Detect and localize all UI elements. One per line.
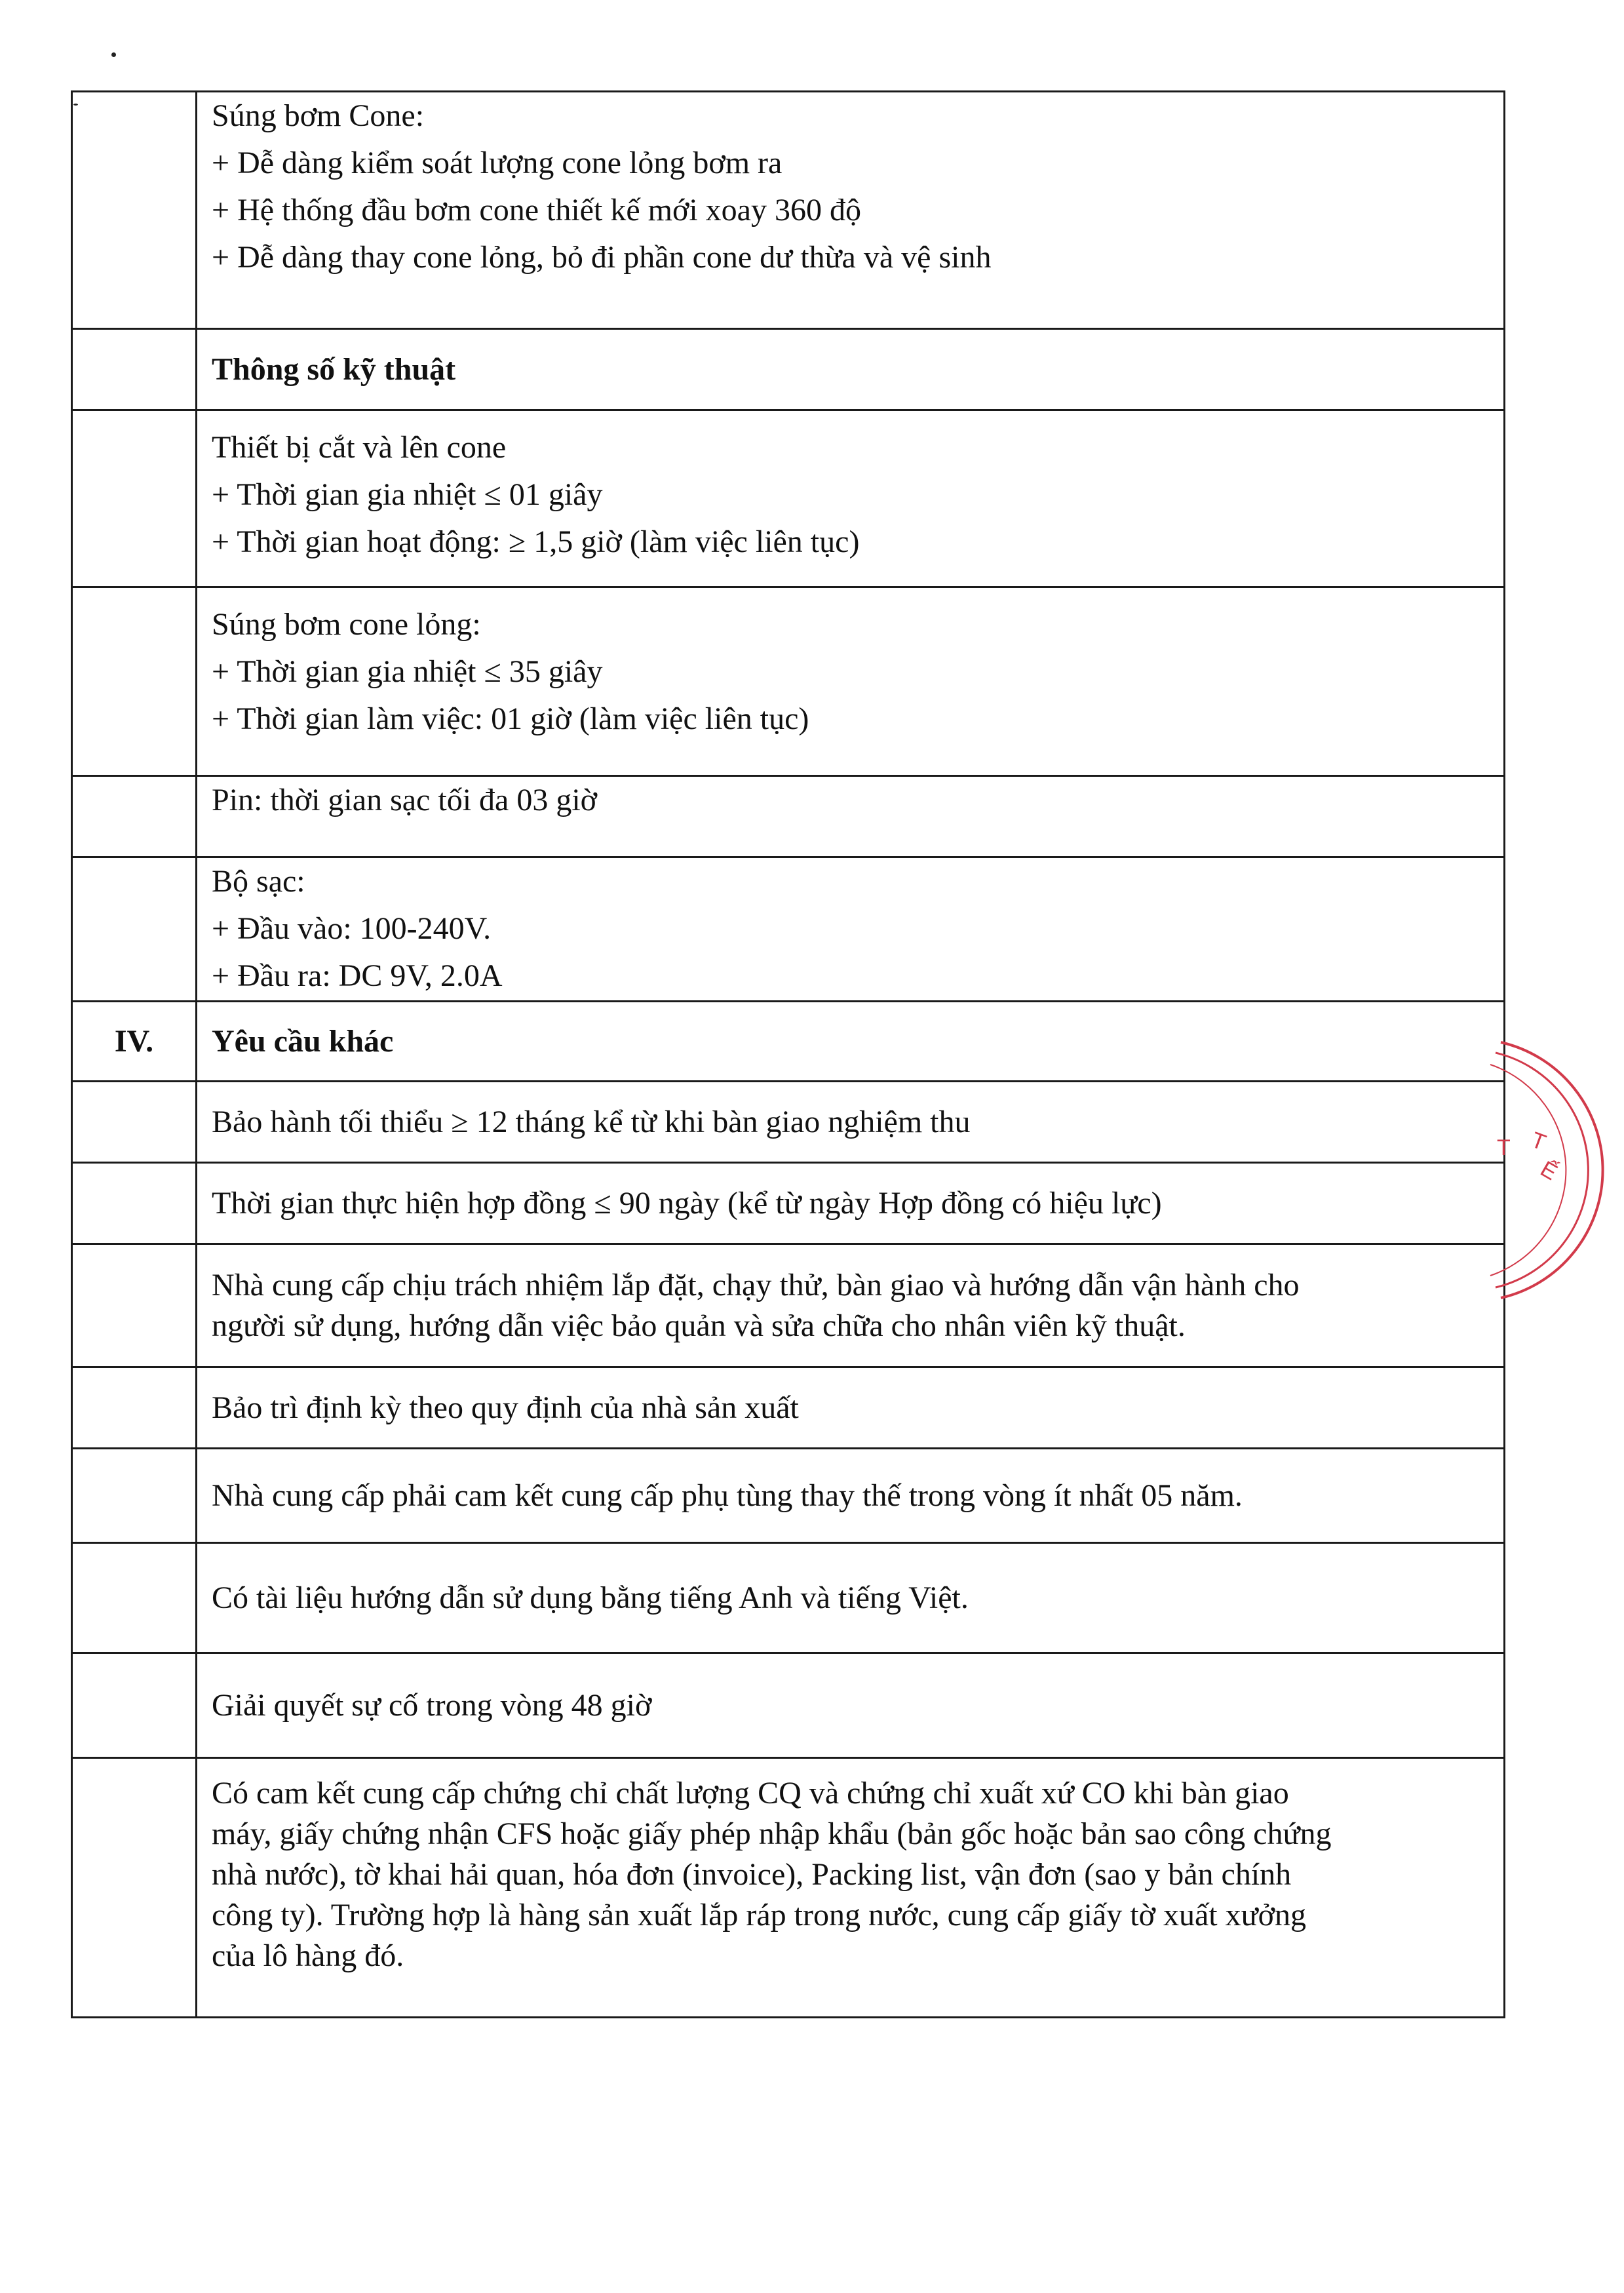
seal-fragment-text: T [1497,1135,1511,1160]
seal-fragment-text: T [1528,1127,1549,1156]
seal-fragment-text: Ế [1536,1156,1562,1186]
content-line: + Thời gian hoạt động: ≥ 1,5 giờ (làm việc liên tục) [212,524,860,559]
content-line: nhà nước), tờ khai hải quan, hóa đơn (invoice), Packing list, vận đơn (sao y bản chính [212,1857,1292,1892]
row-content [197,1163,1505,1244]
content-line: Súng bơm cone lỏng: [212,607,481,642]
row-number [72,1653,197,1758]
scan-speck [111,52,116,57]
content-line: Pin: thời gian sạc tối đa 03 giờ [212,783,598,817]
row-content [197,92,1505,329]
table-row [72,1449,1505,1543]
content-line: Có cam kết cung cấp chứng chỉ chất lượng CQ và chứng chỉ xuất xứ CO khi bàn giao [212,1776,1289,1811]
heading-text: Yêu cầu khác [212,1023,394,1059]
table-row [72,857,1505,1002]
content-line: của lô hàng đó. [212,1938,404,1973]
table-row [72,776,1505,857]
row-number [72,1543,197,1653]
row-number [72,776,197,857]
table-row [72,587,1505,776]
row-content [197,1449,1505,1543]
table-row [72,1367,1505,1449]
content-line: + Dễ dàng kiểm soát lượng cone lỏng bơm ra [212,146,783,180]
table-row [72,1082,1505,1163]
row-number [72,1367,197,1449]
section-heading [197,329,1505,410]
row-content [197,1653,1505,1758]
row-content [197,1543,1505,1653]
table-row [72,410,1505,587]
row-content [197,857,1505,1002]
content-line: Súng bơm Cone: [212,98,425,133]
content-line: + Thời gian gia nhiệt ≤ 35 giây [212,654,603,689]
section-number: IV. [72,1002,197,1082]
content-line: + Thời gian làm việc: 01 giờ (làm việc liên tục) [212,701,809,736]
content-line: Có tài liệu hướng dẫn sử dụng bằng tiếng Anh và tiếng Việt. [212,1580,969,1615]
content-line: + Đầu ra: DC 9V, 2.0A [212,958,503,993]
row-content [197,776,1505,857]
heading-text: Thông số kỹ thuật [212,351,456,387]
row-number [72,1082,197,1163]
content-line: + Thời gian gia nhiệt ≤ 01 giây [212,477,603,512]
row-number [72,857,197,1002]
table-row [72,1653,1505,1758]
row-number [72,92,197,329]
row-content [197,1758,1505,2018]
row-number [72,329,197,410]
section-heading [197,1002,1505,1082]
row-number [72,1163,197,1244]
content-line: máy, giấy chứng nhận CFS hoặc giấy phép nhập khẩu (bản gốc hoặc bản sao công chứng [212,1816,1332,1851]
content-line: Bảo trì định kỳ theo quy định của nhà sản xuất [212,1390,799,1425]
table-row [72,1002,1505,1082]
table-row [72,1758,1505,2018]
table-row [72,1163,1505,1244]
table-row [72,329,1505,410]
table-row [72,92,1505,329]
row-content [197,587,1505,776]
row-number [72,587,197,776]
table-row [72,1244,1505,1367]
content-line: Bảo hành tối thiểu ≥ 12 tháng kể từ khi bàn giao nghiệm thu [212,1104,971,1139]
content-line: công ty). Trường hợp là hàng sản xuất lắp ráp trong nước, cung cấp giấy tờ xuất xưởng [212,1898,1306,1932]
red-seal-stamp [1481,1036,1624,1304]
content-line: Nhà cung cấp phải cam kết cung cấp phụ tùng thay thế trong vòng ít nhất 05 năm. [212,1478,1243,1513]
table-row [72,1543,1505,1653]
content-line: người sử dụng, hướng dẫn việc bảo quản và sửa chữa cho nhân viên kỹ thuật. [212,1308,1186,1343]
content-line: + Hệ thống đầu bơm cone thiết kế mới xoay 360 độ [212,193,861,227]
row-content [197,1082,1505,1163]
content-line: Thời gian thực hiện hợp đồng ≤ 90 ngày (kể từ ngày Hợp đồng có hiệu lực) [212,1185,1162,1221]
row-content [197,1367,1505,1449]
content-line: + Đầu vào: 100-240V. [212,911,492,946]
row-number [72,1449,197,1543]
requirements-table [71,90,1505,2018]
content-line: Giải quyết sự cố trong vòng 48 giờ [212,1687,652,1723]
row-content [197,1244,1505,1367]
row-number [72,1244,197,1367]
row-number [72,1758,197,2018]
row-number [72,410,197,587]
content-line: Bộ sạc: [212,864,305,899]
content-line: + Dễ dàng thay cone lỏng, bỏ đi phần cone dư thừa và vệ sinh [212,240,992,275]
row-content [197,410,1505,587]
content-line: Thiết bị cắt và lên cone [212,430,507,465]
content-line: Nhà cung cấp chịu trách nhiệm lắp đặt, chạy thử, bàn giao và hướng dẫn vận hành cho [212,1267,1300,1303]
